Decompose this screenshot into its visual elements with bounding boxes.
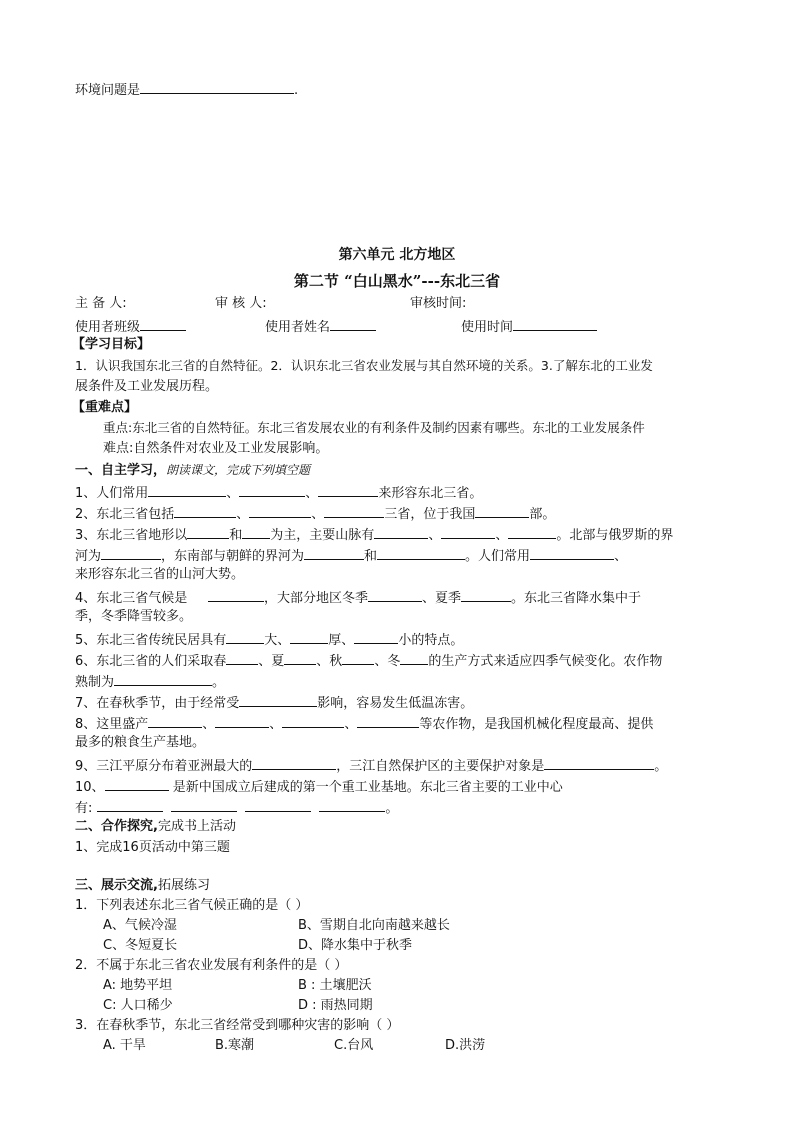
q3-text: 河为 (75, 549, 102, 564)
blank[interactable] (105, 777, 169, 791)
question-8-end: 最多的粮食生产基地。 (75, 735, 206, 750)
question-5 (75, 630, 463, 649)
blank[interactable] (475, 504, 529, 518)
mc2-option-c[interactable]: C: 人口稀少 (103, 998, 173, 1013)
blank[interactable] (226, 651, 258, 665)
question-6 (75, 651, 662, 670)
q4-text: ，大部分地区冬季 (263, 591, 368, 606)
q7-text: 7、在春秋季节，由于经常受 (75, 696, 240, 711)
blank[interactable] (342, 651, 374, 665)
q3-text: ，东南部与朝鲜的界河为 (161, 549, 305, 564)
top-line-end: . (294, 83, 299, 98)
blank[interactable] (242, 525, 270, 539)
goals-line1: 1．认识我国东北三省的自然特征。2．认识东北三省农业发展与其自然环境的关系。3.了解东北的工业发 (75, 358, 653, 373)
q10-text: 是新中国成立后建成的第一个重工业基地。东北三省主要的工业中心 (172, 780, 563, 795)
part1-heading-row (75, 462, 310, 479)
blank[interactable] (544, 756, 654, 770)
q3-text: 3、东北三省地形以 (75, 528, 188, 543)
part2-rest: 完成书上活动 (157, 819, 236, 834)
question-2: 2、东北三省包括 、 、 三省，位于我国 部。 (75, 504, 555, 523)
blank[interactable] (319, 798, 385, 812)
meta-review-time: 审核时间: (410, 296, 467, 311)
q5-text: 厚、 (328, 633, 355, 648)
unit-title: 第六单元 北方地区 (338, 247, 456, 263)
mc1-stem: 1．下列表述东北三省气候正确的是（ ） (75, 898, 309, 913)
key-line2: 难点:自然条件对农业及工业发展影响。 (103, 441, 329, 456)
blank[interactable] (318, 483, 378, 497)
mc3-option-c[interactable]: C.台风 (334, 1038, 374, 1053)
blank[interactable] (239, 693, 317, 707)
blank[interactable] (245, 798, 311, 812)
meta-preparer: 主 备 人: (75, 296, 127, 311)
question-3-cont: 河为 ，东南部与朝鲜的界河为 和 。人们常用 、 (75, 546, 627, 565)
blank[interactable] (252, 756, 336, 770)
key-line1: 重点:东北三省的自然特征。东北三省发展农业的有利条件及制约因素有哪些。东北的工业发展条件 (103, 420, 645, 435)
blank[interactable] (368, 588, 422, 602)
mc1-option-b[interactable]: B、雪期自北向南越来越长 (298, 918, 450, 933)
top-line (75, 80, 298, 99)
q1-text: 1、人们常用 (75, 486, 149, 501)
mc3-stem: 3．在春秋季节，东北三省经常受到哪种灾害的影响（ ） (75, 1018, 400, 1033)
question-6-end: 熟制为 。 (75, 672, 225, 691)
blank[interactable] (171, 798, 237, 812)
question-3: 3、东北三省地形以 和 为主，主要山脉有 、 、 。北部与俄罗斯的界 (75, 525, 673, 544)
blank[interactable] (226, 630, 264, 644)
mc3-option-a[interactable]: A. 干旱 (103, 1038, 146, 1053)
q8-text: 等农作物，是我国机械化程度最高、提供 (419, 717, 654, 732)
question-10-end: 有: 。 (75, 798, 398, 817)
meta-user-name-row (265, 317, 376, 336)
blank[interactable] (249, 504, 311, 518)
meta-reviewer: 审 核 人: (215, 296, 267, 311)
user-class-blank[interactable] (140, 317, 186, 331)
q4-text: 4、东北三省气候是 (75, 591, 188, 606)
mc2-stem: 2．不属于东北三省农业发展有利条件的是（ ） (75, 958, 348, 973)
part3-rest: 拓展练习 (157, 878, 210, 893)
q6-text: 6、东北三省的人们采取春 (75, 654, 227, 669)
blank[interactable] (140, 80, 294, 94)
q6-text: 、夏 (258, 654, 285, 669)
question-7 (75, 693, 473, 712)
blank[interactable] (354, 630, 398, 644)
blank[interactable] (374, 525, 428, 539)
part1-note: 朗读课文，完成下列填空题 (166, 463, 311, 477)
mc2-option-b[interactable]: B : 土壤肥沃 (298, 978, 372, 993)
blank[interactable] (101, 546, 161, 560)
mc3-option-b[interactable]: B.寒潮 (215, 1038, 255, 1053)
question-1: 1、人们常用 、 、 来形容东北三省。 (75, 483, 482, 502)
q6-text: 、秋 (316, 654, 343, 669)
question-9: 9、三江平原分布着亚洲最大的 ，三江自然保护区的主要保护对象是 。 (75, 756, 667, 775)
blank[interactable] (324, 504, 384, 518)
q9-text: 9、三江平原分布着亚洲最大的 (75, 759, 253, 774)
mc1-option-d[interactable]: D、降水集中于秋季 (298, 938, 413, 953)
part3-heading: 三、展示交流, (75, 878, 158, 893)
q6-text: 、冬 (374, 654, 401, 669)
blank[interactable] (530, 546, 614, 560)
use-time-blank[interactable] (513, 317, 597, 331)
mc1-option-a[interactable]: A、气候冷湿 (103, 918, 177, 933)
q2-text: 三省，位于我国 (384, 507, 476, 522)
q5-text: 大、 (264, 633, 291, 648)
q3-text: 和 (229, 528, 243, 543)
goals-line2: 展条件及工业发展历程。 (75, 379, 219, 394)
meta-use-time-row (461, 317, 597, 336)
q3-text: 和 (364, 549, 378, 564)
meta-user-class-row (75, 317, 186, 336)
blank[interactable] (508, 525, 556, 539)
goals-heading: 【学习目标】 (72, 337, 151, 352)
q10-text: 有: (75, 801, 93, 816)
blank[interactable] (400, 651, 428, 665)
q4-text: 。东北三省降水集中于 (510, 591, 641, 606)
blank[interactable] (441, 525, 495, 539)
meta-user-name: 使用者姓名 (265, 320, 331, 335)
question-3-end: 来形容东北三省的山河大势。 (75, 567, 245, 582)
part1-heading: 一、自主学习， (75, 463, 167, 478)
section-title: 第二节 “白山黑水”---东北三省 (293, 272, 501, 290)
q9-text: ，三江自然保护区的主要保护对象是 (336, 759, 545, 774)
mc2-option-d[interactable]: D : 雨热同期 (298, 998, 373, 1013)
meta-user-class: 使用者班级 (75, 320, 141, 335)
mc3-option-d[interactable]: D.洪涝 (445, 1038, 486, 1053)
q7-text: 影响，容易发生低温冻害。 (317, 696, 474, 711)
q3-text: 为主，主要山脉有 (270, 528, 375, 543)
blank[interactable] (187, 525, 229, 539)
q4-text: 、夏季 (421, 591, 461, 606)
blank[interactable] (461, 588, 511, 602)
blank[interactable] (290, 630, 328, 644)
blank[interactable] (282, 714, 344, 728)
mc1-option-c[interactable]: C、冬短夏长 (103, 938, 178, 953)
blank[interactable] (174, 504, 236, 518)
q3-text: 。北部与俄罗斯的界 (556, 528, 674, 543)
q6-text: 熟制为 (75, 675, 115, 690)
q5-text: 小的特点。 (398, 633, 464, 648)
blank[interactable] (357, 714, 419, 728)
q6-text: 的生产方式来适应四季气候变化。农作物 (428, 654, 663, 669)
blank[interactable] (208, 588, 264, 602)
part2-item: 1、完成16页活动中第三题 (75, 840, 230, 855)
blank[interactable] (97, 798, 163, 812)
question-4-end: 季，冬季降雪较多。 (75, 609, 193, 624)
blank[interactable] (377, 546, 465, 560)
key-heading: 【重难点】 (72, 400, 138, 415)
q2-text: 2、东北三省包括 (75, 507, 175, 522)
blank[interactable] (114, 672, 212, 686)
part3-heading-row (75, 878, 210, 894)
blank[interactable] (148, 483, 226, 497)
q3-text: 。人们常用 (465, 549, 531, 564)
part2-heading-row (75, 819, 236, 835)
blank[interactable] (304, 546, 364, 560)
q8-text: 8、这里盛产 (75, 717, 149, 732)
q5-text: 5、东北三省传统民居具有 (75, 633, 227, 648)
top-line-text: 环境问题是 (75, 83, 141, 98)
meta-use-time: 使用时间 (461, 320, 514, 335)
part2-heading: 二、合作探究, (75, 819, 158, 834)
q10-text: 10、 (75, 780, 105, 795)
q2-text: 部。 (529, 507, 556, 522)
user-name-blank[interactable] (330, 317, 376, 331)
question-4 (75, 588, 641, 607)
question-8: 8、这里盛产 、 、 、 等农作物，是我国机械化程度最高、提供 (75, 714, 653, 733)
blank[interactable] (215, 714, 269, 728)
q1-text: 来形容东北三省。 (378, 486, 483, 501)
question-10 (75, 777, 563, 796)
blank[interactable] (239, 483, 305, 497)
mc2-option-a[interactable]: A: 地势平坦 (103, 978, 173, 993)
blank[interactable] (284, 651, 316, 665)
blank[interactable] (148, 714, 202, 728)
